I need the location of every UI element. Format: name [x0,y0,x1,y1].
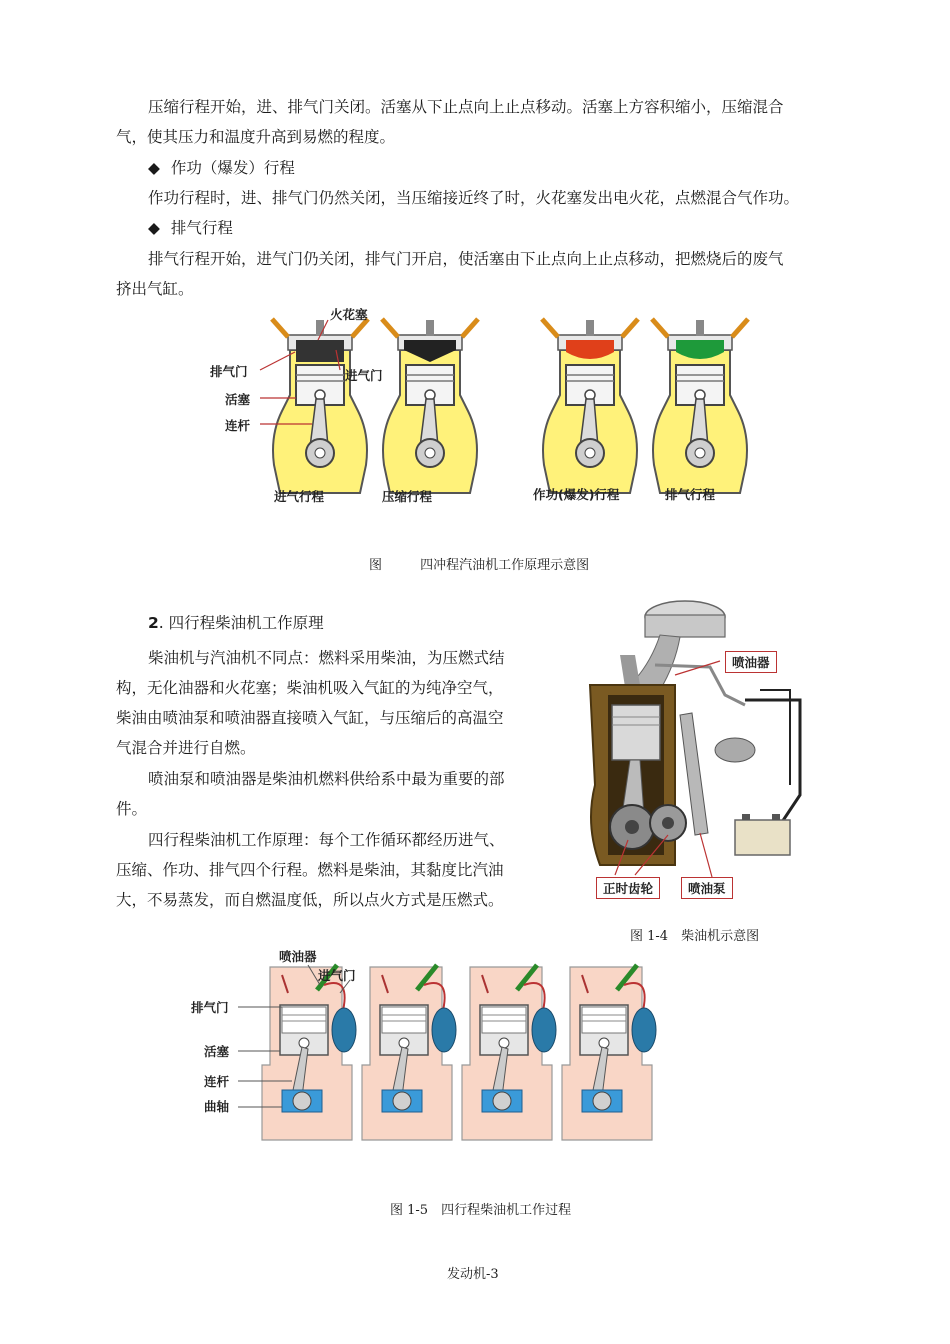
section2-line: 大，不易蒸发，而自燃温度低，所以点火方式是压燃式。 [116,891,504,909]
section2-heading [148,608,324,638]
label-exhaust-stroke: 排气行程 [665,487,716,502]
power-stroke-cylinder [542,319,638,493]
heading-exhaust-stroke [148,213,233,243]
label-power-stroke: 作功(爆发)行程 [533,487,620,502]
compression-stroke-cylinder [382,319,478,493]
heading-power-stroke [148,153,295,183]
section2-line: 喷油泵和喷油器是柴油机燃料供给系中最为重要的部 [148,770,505,788]
label-injector-diesel: 喷油器 [725,651,777,673]
section2-line: 构，无化油器和火花塞；柴油机吸入气缸的为纯净空气， [116,679,504,697]
heading-exhaust-stroke-label: 排气行程 [170,219,233,237]
section2-line: 件。 [116,800,148,818]
label-intake-valve: 进气门 [345,368,383,383]
label-intake-stroke: 进气行程 [274,489,325,504]
label-exhaust-valve-process: 排气门 [191,1000,229,1015]
label-piston-process: 活塞 [204,1044,230,1059]
section2-line: 气混合并进行自燃。 [116,739,256,757]
diesel-exhaust-cylinder [562,965,656,1140]
diesel-process-figure [200,945,660,1145]
paragraph-compression-line2: 气，使其压力和温度升高到易燃的程度。 [116,128,396,146]
intake-stroke-cylinder [272,319,368,493]
paragraph-power-stroke: 作功行程时，进、排气门仍然关闭，当压缩接近终了时，火花塞发出电火花，点燃混合气作功。 [148,189,800,207]
label-injection-pump: 喷油泵 [681,877,733,899]
paragraph-exhaust-line2: 挤出气缸。 [116,280,194,298]
label-rod-process: 连杆 [204,1074,230,1089]
section2-line: 压缩、作功、排气四个行程。燃料是柴油，其黏度比汽油 [116,861,504,879]
paragraph-compression-line1: 压缩行程开始，进、排气门关闭。活塞从下止点向上止点移动。活塞上方容积缩小，压缩混合 [148,98,784,116]
label-injector-process: 喷油器 [279,949,317,964]
figure1-caption-prefix: 图 [369,558,383,573]
label-piston: 活塞 [225,392,251,407]
section2-title: . 四行程柴油机工作原理 [158,614,324,632]
bullet-icon: ◆ [148,219,160,237]
label-timing-gear: 正时齿轮 [596,877,660,899]
section2-line: 柴油由喷油泵和喷油器直接喷入气缸，与压缩后的高温空 [116,709,504,727]
label-intake-valve-process: 进气门 [318,968,356,983]
figure1-caption-text: 四冲程汽油机工作原理示意图 [420,558,590,573]
exhaust-stroke-cylinder [652,319,748,493]
label-connecting-rod: 连杆 [225,418,251,433]
gasoline-engine-figure [200,300,760,515]
section2-line: 四行程柴油机工作原理：每个工作循环都经历进气、 [148,831,505,849]
paragraph-exhaust-line1: 排气行程开始，进气门仍关闭，排气门开启，使活塞由下止点向上止点移动，把燃烧后的废气 [148,250,784,268]
page-number: 发动机-3 [447,1267,499,1282]
diesel-power-cylinder [462,965,556,1140]
bullet-icon: ◆ [148,159,160,177]
figure14-caption: 图 1-4 柴油机示意图 [630,929,760,944]
label-crankshaft-process: 曲轴 [204,1099,230,1114]
figure15-caption: 图 1-5 四行程柴油机工作过程 [390,1203,572,1218]
section2-line: 柴油机与汽油机不同点：燃料采用柴油，为压燃式结 [148,649,505,667]
label-spark-plug: 火花塞 [330,307,368,322]
diesel-engine-figure [560,595,820,905]
label-exhaust-valve: 排气门 [210,364,248,379]
label-compression-stroke: 压缩行程 [382,489,433,504]
diesel-compression-cylinder [362,965,456,1140]
figure1-caption [369,557,589,575]
heading-power-stroke-label: 作功（爆发）行程 [170,159,295,177]
section2-number: 2 [148,614,159,632]
